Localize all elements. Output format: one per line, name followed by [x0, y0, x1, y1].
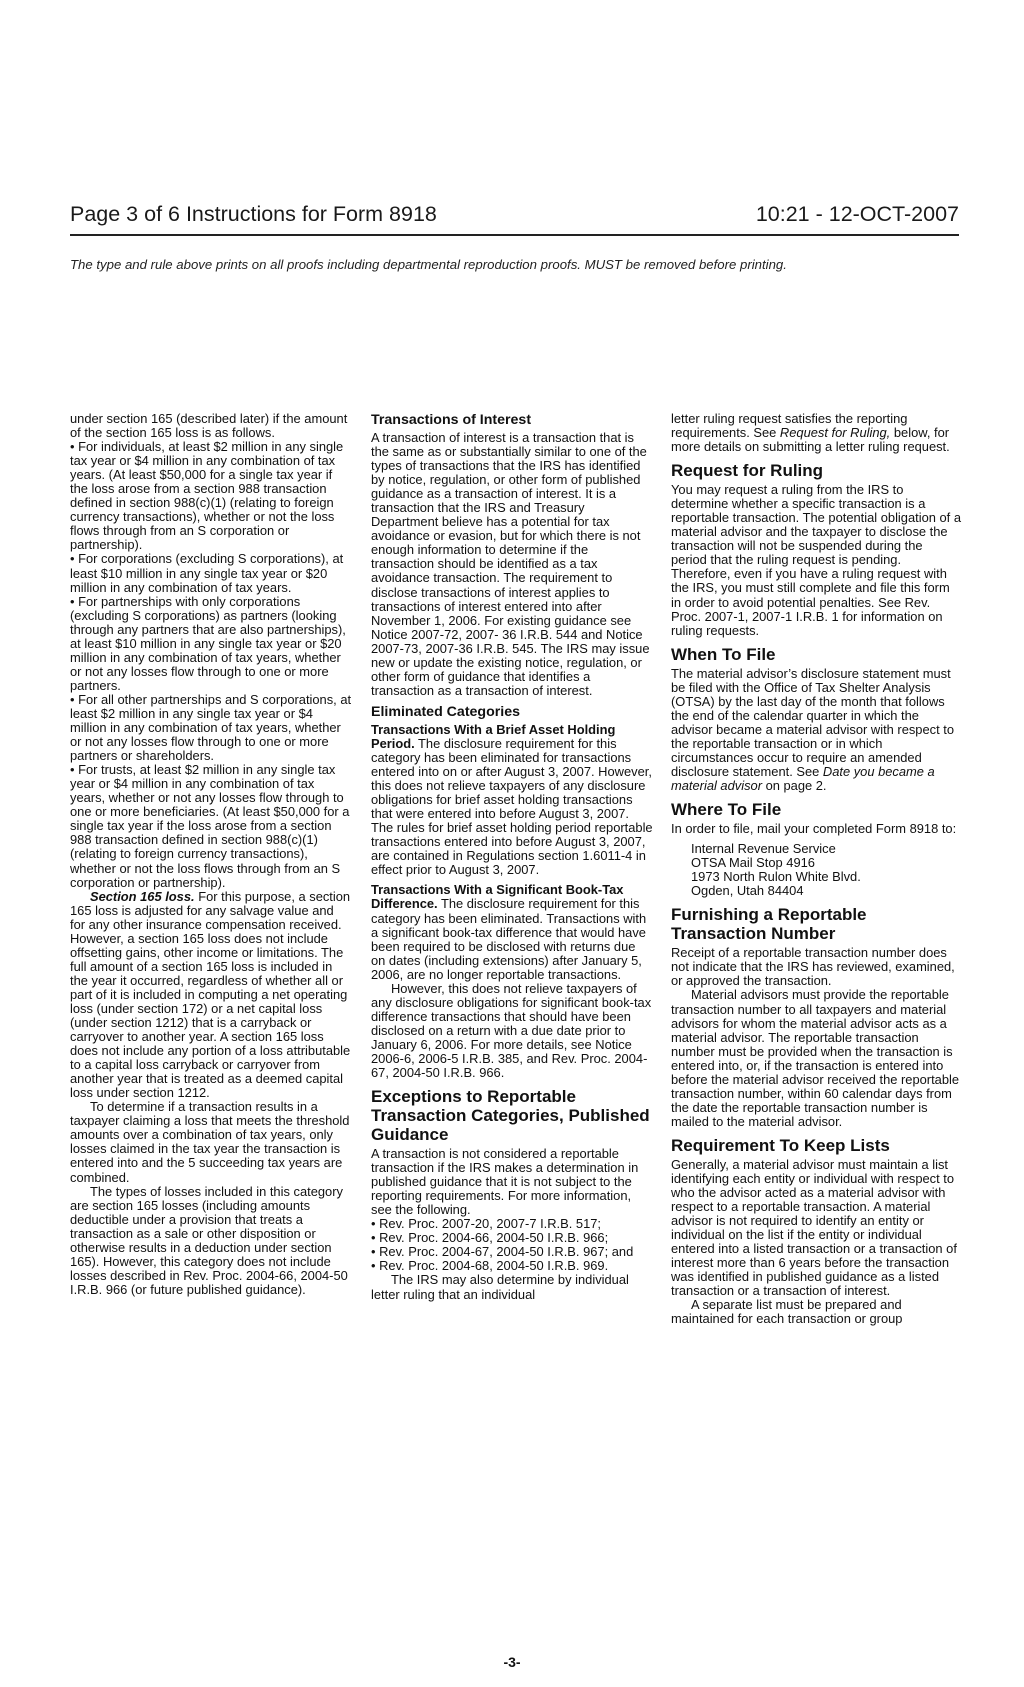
address-line: Internal Revenue Service — [691, 841, 836, 857]
paragraph: To determine if a transaction results in a taxpayer claiming a loss that meets the threshold amounts over a combination of tax years, only losses claimed in the tax year the transaction is entered into and the 5 succeeding tax years are combined. — [70, 1099, 350, 1185]
list-item: • Rev. Proc. 2007-20, 2007-7 I.R.B. 517; — [371, 1216, 601, 1232]
section-165-loss-paragraph: Section 165 loss. For this purpose, a section 165 loss is adjusted for any salvage value and for any other insurance compensation received. However, a section 165 loss does not include offsetting gains, other income or limitations. The full amount of a section 165 loss is included in the year it occurred, regardless of whether all or part of it is included in computing a net operating loss (under section 172) or a net capital loss (under section 1212) that is a carryback or carryover to another year. A section 165 loss does not include any portion of a loss attributable to a capital loss carryback or carryover from another year that is treated as a deemed capital loss under section 1212. — [70, 888, 351, 1101]
heading-where-to-file: Where To File — [671, 800, 782, 820]
address-line: Ogden, Utah 84404 — [691, 883, 804, 899]
heading-requirement-to-keep-lists: Requirement To Keep Lists — [671, 1135, 890, 1155]
paragraph: In order to file, mail your completed Form 8918 to: — [671, 821, 957, 837]
paragraph: Transactions With a Brief Asset Holding Period. The disclosure requirement for this category has been eliminated for transactions entered into on or after August 3, 2007. However, this does not relieve taxpayers of any disclosure obligations for brief asset holding transactions that were entered into before August 3, 2007. The rules for brief asset holding period reportable transactions entered into before August 3, 2007, are contained in Regulations section 1.6011-4 in effect prior to August 3, 2007. — [371, 721, 653, 878]
page-number: -3- — [503, 1654, 521, 1670]
run-in-heading: Section 165 loss. — [90, 888, 195, 904]
column-2 — [371, 412, 653, 1302]
column-3 — [671, 412, 961, 1326]
paragraph: The types of losses included in this category are section 165 losses (including amounts deductible under a provision that treats a transaction as a sale or other disposition or otherwise results in a deduction under section 165). However, this category does not include losses described in Rev. Proc. 2004-66, 2004-50 I.R.B. 966 (or future published guidance). — [70, 1183, 348, 1297]
paragraph: However, this does not relieve taxpayers of any disclosure obligations for significant book-tax difference transactions that should have been disclosed on a return with a due date prior to January 6, 2006. For more details, see Notice 2006-6, 2006-5 I.R.B. 385, and Rev. Proc. 2004-67, 2004-50 I.R.B. 966. — [371, 980, 652, 1081]
header-rule — [70, 234, 959, 236]
address-line: 1973 North Rulon White Blvd. — [691, 869, 861, 885]
list-item: • For individuals, at least $2 million in any single tax year or $4 million in any combination of tax years. (At least $50,000 for a single tax year if the loss arose from a section 988 transaction defined in section 988(c)(1) (relating to foreign currency transactions), whether or not the loss flows through from an S corporation or partnership). — [70, 439, 344, 553]
mailing-address — [671, 842, 961, 898]
paragraph: Transactions With a Significant Book-Tax Difference. The disclosure requirement for this category has been eliminated. Transactions with a significant book-tax difference that would have been required to be disclosed with returns due on dates (including extensions) after January 5, 2006, are no longer reportable transactions. — [371, 882, 647, 982]
proof-notice: The type and rule above prints on all proofs including departmental reproduction proofs. MUST be removed before printing. — [70, 257, 787, 272]
header-left: Page 3 of 6 Instructions for Form 8918 — [70, 202, 437, 226]
paragraph: The material advisor’s disclosure statement must be filed with the Office of Tax Shelter Analysis (OTSA) by the last day of the month that follows the end of the calendar quarter in which the advisor became a material advisor with respect to the reportable transaction or in which circumstances occur to require an amended disclosure statement. See Date you became a material advisor on page 2. — [671, 665, 955, 794]
heading-transactions-of-interest: Transactions of Interest — [371, 412, 532, 428]
paragraph: under section 165 (described later) if the amount of the section 165 loss is as follows. — [70, 411, 348, 441]
list-item: • Rev. Proc. 2004-66, 2004-50 I.R.B. 966; — [371, 1230, 609, 1246]
heading-request-for-ruling: Request for Ruling — [671, 461, 824, 481]
list-item: • For trusts, at least $2 million in any single tax year or $4 million in any combination of tax years, whether or not any losses flow through to one or more beneficiaries. (At least $50,000 for a single tax year if the loss arose from a section 988 transaction defined in section 988(c)(1) (relating to foreign currency transactions), whether or not the loss flows through from an S corporation or partnership). — [70, 762, 350, 890]
run-in-heading: Transactions With a Significant Book-Tax Difference. — [371, 882, 624, 912]
header-timestamp: 10:21 - 12-OCT-2007 — [755, 202, 959, 226]
paragraph: You may request a ruling from the IRS to determine whether a specific transaction is a reportable transaction. The potential obligation of a material advisor and the taxpayer to disclose the transaction will not be suspended during the period that the ruling request is pending. Therefore, even if you have a ruling request with the IRS, you must still complete and file this form in order to avoid potential penalties. See Rev. Proc. 2007-1, 2007-1 I.R.B. 1 for information on ruling requests. — [671, 482, 961, 638]
heading-eliminated-categories: Eliminated Categories — [371, 703, 521, 720]
paragraph: A transaction is not considered a reportable transaction if the IRS makes a determination in published guidance that it is not subject to the reporting requirements. For more information, see the following. — [371, 1146, 639, 1218]
list-item: • For partnerships with only corporations (excluding S corporations) as partners (looking through any partners that are also partnerships), at least $10 million in any single tax year or $20 million in any combination of tax years, whether or not any losses flow through to one or more partners. — [70, 593, 346, 693]
paragraph: Receipt of a reportable transaction number does not indicate that the IRS has reviewed, examined, or approved the transaction. — [671, 945, 955, 989]
paragraph: Material advisors must provide the reportable transaction number to all taxpayers and material advisors for whom the material advisor acts as a material advisor. The reportable transaction number must be provided when the transaction is entered into, or, if the transaction is entered into before the material advisor received the reportable transaction number, within 60 calendar days from the date the reportable transaction number is mailed to the material advisor. — [671, 987, 960, 1129]
list-item: • For corporations (excluding S corporations), at least $10 million in any single tax year or $20 million in any combination of tax years. — [70, 551, 344, 595]
paragraph: A separate list must be prepared and maintained for each transaction or group — [671, 1297, 903, 1327]
heading-exceptions: Exceptions to Reportable Transaction Categories, Published Guidance — [371, 1087, 650, 1145]
paragraph: A transaction of interest is a transaction that is the same as or substantially similar to one of the types of transactions that the IRS has identified by notice, regulation, or other form of published guidance as a transaction of interest. It is a transaction that the IRS and Treasury Department believe has a potential for tax avoidance or evasion, but for which there is not enough information to determine if the transaction should be identified as a tax avoidance transaction. The requirement to disclose transactions of interest applies to transactions of interest entered into after November 1, 2006. For existing guidance see Notice 2007-72, 2007- 36 I.R.B. 544 and Notice 2007-73, 2007-36 I.R.B. 545. The IRS may issue new or update the existing notice, regulation, or other form of guidance that identifies a transaction as a transaction of interest. — [371, 430, 650, 698]
heading-furnishing-reportable-transaction-number: Furnishing a Reportable Transaction Number — [671, 905, 867, 944]
list-item: • Rev. Proc. 2004-67, 2004-50 I.R.B. 967; and — [371, 1244, 634, 1260]
list-item: • Rev. Proc. 2004-68, 2004-50 I.R.B. 969. — [371, 1258, 609, 1274]
paragraph: Generally, a material advisor must maintain a list identifying each entity or individual with respect to who the advisor acted as a material advisor with respect to a reportable transaction. A material advisor is not required to identify an entity or individual on the list if the entity or individual entered into a listed transaction or a transaction of interest more than 6 years before the transaction was identified in published guidance as a listed transaction or a transaction of interest. — [671, 1156, 957, 1299]
paragraph: letter ruling request satisfies the reporting requirements. See Request for Ruling, below, for more details on submitting a letter ruling request. — [671, 411, 950, 455]
list-item: • For all other partnerships and S corporations, at least $2 million in any single tax year or $4 million in any combination of tax years, whether or not any losses flow through to one or more partners or shareholders. — [70, 691, 352, 764]
paragraph: The IRS may also determine by individual letter ruling that an individual — [371, 1272, 629, 1302]
column-1 — [70, 412, 352, 1297]
address-line: OTSA Mail Stop 4916 — [691, 855, 815, 871]
heading-when-to-file: When To File — [671, 644, 776, 664]
run-in-heading: Transactions With a Brief Asset Holding Period. — [371, 721, 616, 751]
